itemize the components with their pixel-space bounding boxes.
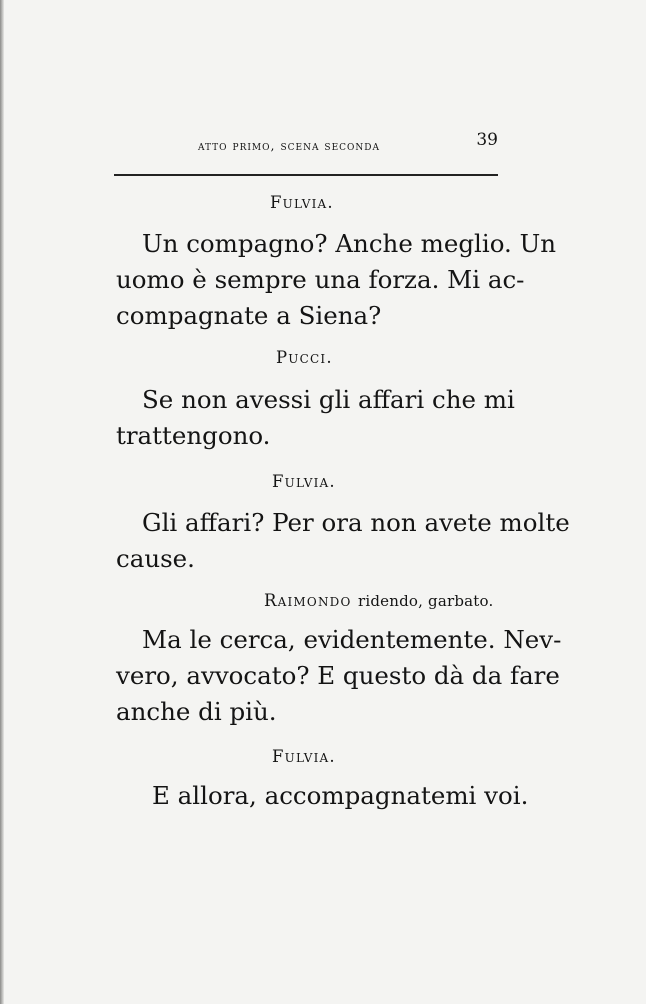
dialogue-line: Ma le cerca, evidentemente. Nev- <box>142 625 562 654</box>
dialogue-line: vero, avvocato? E questo dà da fare <box>116 661 560 690</box>
running-header <box>114 128 498 152</box>
dialogue-line: trattengono. <box>116 421 271 450</box>
speaker-name: Raimondo <box>264 591 352 610</box>
running-title: atto primo, scena seconda <box>198 138 381 153</box>
dialogue-line: Se non avessi gli affari che mi <box>142 385 515 414</box>
stage-direction: ridendo, garbato. <box>357 592 494 610</box>
speaker-with-direction <box>264 591 493 610</box>
speaker-name: Fulvia. <box>272 747 336 766</box>
speaker-name: Fulvia. <box>272 472 336 491</box>
dialogue-line: cause. <box>116 544 195 573</box>
dialogue-line: E allora, accompagnatemi voi. <box>152 781 529 810</box>
dialogue-line: compagnate a Siena? <box>116 301 382 330</box>
page-edge <box>0 0 4 1004</box>
dialogue-line: anche di più. <box>116 697 277 726</box>
page-number: 39 <box>476 130 498 150</box>
dialogue-line: uomo è sempre una forza. Mi ac- <box>116 265 525 294</box>
speaker-name: Pucci. <box>276 348 333 367</box>
speaker-name: Fulvia. <box>270 193 334 212</box>
dialogue-line: Un compagno? Anche meglio. Un <box>142 229 557 258</box>
dialogue-line: Gli affari? Per ora non avete molte <box>142 508 570 537</box>
header-rule <box>114 174 498 176</box>
